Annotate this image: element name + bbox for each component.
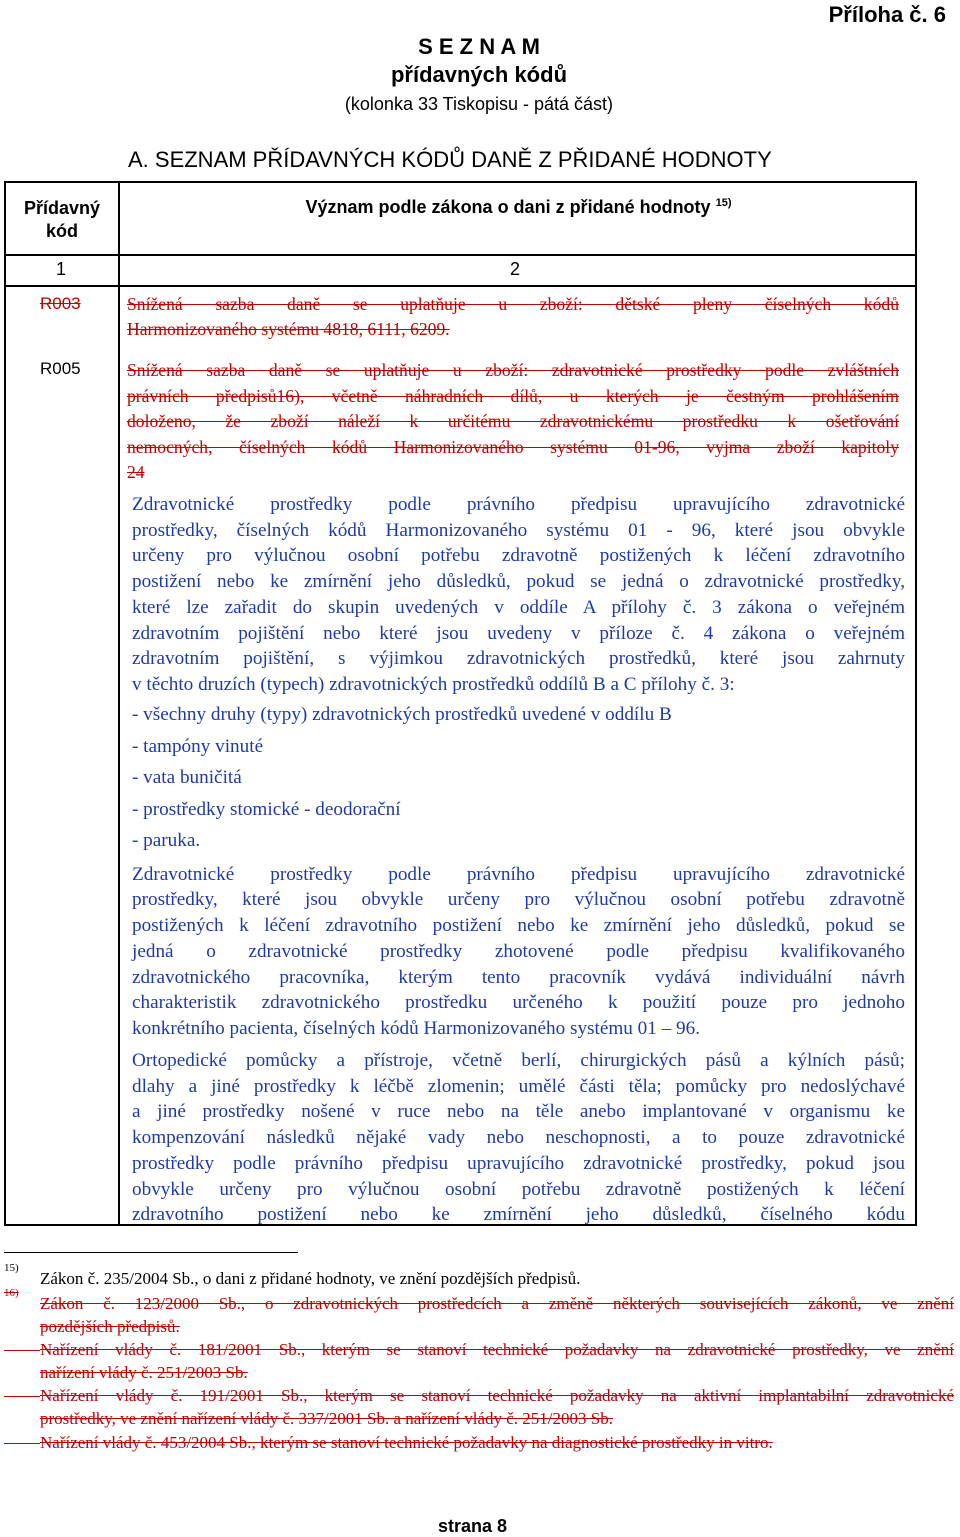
deleted-text-r005-line4: nemocných, číselných kódů Harmonizovaného systému 01-96, vyjma zboží kapitoly [127,437,899,457]
document-subtitle: přídavných kódů [390,62,568,87]
footnote-ref-15: 15) [715,197,732,209]
row-code-r005: R005 [40,359,81,378]
footnote-deleted-3-line1: Nařízení vlády č. 453/2004 Sb., kterým se stanoví technické požadavky na diagnostické prostředky in vitro. [40,1433,773,1452]
footnote-16-line1: Zákon č. 123/2000 Sb., o zdravotnických prostředcích a změně některých souvisejících zákonů, ve znění [40,1294,954,1313]
new-text-p1-line4: postižení nebo ke zmírnění jeho důsledků, pokud se jedná o zdravotnické prostředky, [132,571,905,592]
page-number: strana 8 [438,1516,508,1536]
column-number-1: 1 [56,259,67,279]
new-text-p2-line4: jedná o zdravotnické prostředky zhotovené podle předpisu kvalifikovaného [132,941,905,962]
table-number-row-divider [4,285,917,287]
new-text-p1-line5: které lze zařadit do skupin uvedených v oddíle A přílohy č. 3 zákona o veřejném [132,597,905,618]
deleted-text-r003-line2: Harmonizovaného systému 4818, 6111, 6209. [127,319,450,339]
annex-label: Příloha č. 6 [828,2,946,27]
new-text-p3-line7: zdravotního postižení nebo ke zmírnění jeho důsledků, číselného kódu [132,1204,905,1225]
deleted-text-r005-line3: doloženo, že zboží náleží k určitému zdravotnickému prostředku k ošetřování [127,411,899,431]
section-title: A. SEZNAM PŘÍDAVNÝCH KÓDŮ DANĚ Z PŘIDANÉ HODNOTY [128,147,772,172]
deleted-text-r005-line5: 24 [127,462,145,482]
deleted-text-r005-line2: právních předpisů16), včetně náhradních dílů, u kterých je čestným prohlášením [127,386,899,406]
footnote-deleted-2-line2: prostředky, ve znění nařízení vlády č. 337/2001 Sb. a nařízení vlády č. 251/2003 Sb. [40,1409,613,1428]
footnote-deleted-marker [4,1443,40,1444]
footnote-deleted-1-line1: Nařízení vlády č. 181/2001 Sb., kterým se stanoví technické požadavky na zdravotnické prostředky, ve znění [40,1340,954,1359]
footnote-deleted-2-line1: Nařízení vlády č. 191/2001 Sb., kterým se stanoví technické požadavky na aktivní implantabilní zdravotnické [40,1386,954,1405]
new-text-p1-line8: v těchto druzích (typech) zdravotnických prostředků oddílů B a C přílohy č. 3: [132,674,735,695]
footnote-deleted-marker [4,1396,40,1397]
table-header-divider [4,254,917,256]
footnote-15: Zákon č. 235/2004 Sb., o dani z přidané hodnoty, ve znění pozdějších předpisů. [40,1269,581,1288]
new-text-p1-line3: určeny pro výlučnou osobní potřebu zdravotně postižených k léčení zdravotního [132,545,905,566]
new-text-p3-line3: a jiné prostředky nošené v ruce nebo na těle anebo implantované v organismu ke [132,1101,905,1122]
new-text-p1-line6: zdravotním pojištění nebo které jsou uvedeny v příloze č. 4 zákona o veřejném [132,623,905,644]
column-header-code: Přídavný kód [23,198,101,241]
footnote-separator [4,1252,298,1253]
footnote-16-line2: pozdějších předpisů. [40,1317,180,1336]
deleted-text-r003-line1: Snížená sazba daně se uplatňuje u zboží: dětské pleny číselných kódů [127,294,899,314]
column-header-meaning: Význam podle zákona o dani z přidané hodnoty $^{15)}$ [305,197,732,217]
list-item: - tampóny vinuté [132,736,264,757]
new-text-p1-line2: prostředky, číselných kódů Harmonizovaného systému 01 - 96, které jsou obvykle [132,520,905,541]
row-code-r003: R003 [40,294,81,313]
footnote-deleted-1-line2: nařízení vlády č. 251/2003 Sb. [40,1363,248,1382]
new-text-p3-line4: kompenzování následků nějaké vady nebo neschopnosti, a to pouze zdravotnické [132,1127,905,1148]
list-item: - vata buničitá [132,767,242,788]
new-text-p3-line5: prostředky podle právního předpisu upravujícího zdravotnické prostředky, pokud jsou [132,1153,905,1174]
new-text-p3-line2: dlahy a jiné prostředky k léčbě zlomenin; umělé části těla; pomůcky pro nedoslýchavé [132,1076,905,1097]
new-text-p2-line3: postižených k léčení zdravotního postižení nebo ke zmírnění jeho důsledků, pokud se [132,915,905,936]
new-text-p3-line6: obvykle určeny pro výlučnou osobní potřebu zdravotně postižených k léčení [132,1179,905,1200]
column-number-2: 2 [510,259,521,279]
new-text-p2-line5: zdravotnického pracovníka, kterým tento pracovník vydává individuální návrh [132,967,905,988]
table-column-divider [118,181,120,1226]
footnote-mark-15: 15) [4,1262,19,1274]
list-item: - paruka. [132,830,201,851]
footnote-deleted-marker [4,1350,40,1351]
list-item: - všechny druhy (typy) zdravotnických prostředků uvedené v oddílu B [132,704,672,725]
deleted-text-r005-line1: Snížená sazba daně se uplatňuje u zboží: zdravotnické prostředky podle zvláštních [127,360,899,380]
new-text-p1-line7: zdravotním pojištění, s výjimkou zdravotnických prostředků, které jsou zahrnuty [132,648,905,669]
new-text-p2-line7: konkrétního pacienta, číselných kódů Harmonizovaného systému 01 – 96. [132,1018,701,1039]
new-text-p2-line2: prostředky, které jsou obvykle určeny pro výlučnou osobní potřebu zdravotně [132,889,905,910]
new-text-p1-line1: Zdravotnické prostředky podle právního předpisu upravujícího zdravotnické [132,494,905,515]
document-note: (kolonka 33 Tiskopisu - pátá část) [344,94,614,114]
footnote-mark-16: 16) [4,1287,19,1299]
list-item: - prostředky stomické - deodorační [132,799,401,820]
new-text-p2-line6: charakteristik zdravotnického prostředku určeného k použití pouze pro jednoho [132,992,905,1013]
new-text-p2-line1: Zdravotnické prostředky podle právního předpisu upravujícího zdravotnické [132,864,905,885]
document-title: S E Z N A M [418,34,540,59]
new-text-p3-line1: Ortopedické pomůcky a přístroje, včetně berlí, chirurgických pásů a kýlních pásů; [132,1050,905,1071]
